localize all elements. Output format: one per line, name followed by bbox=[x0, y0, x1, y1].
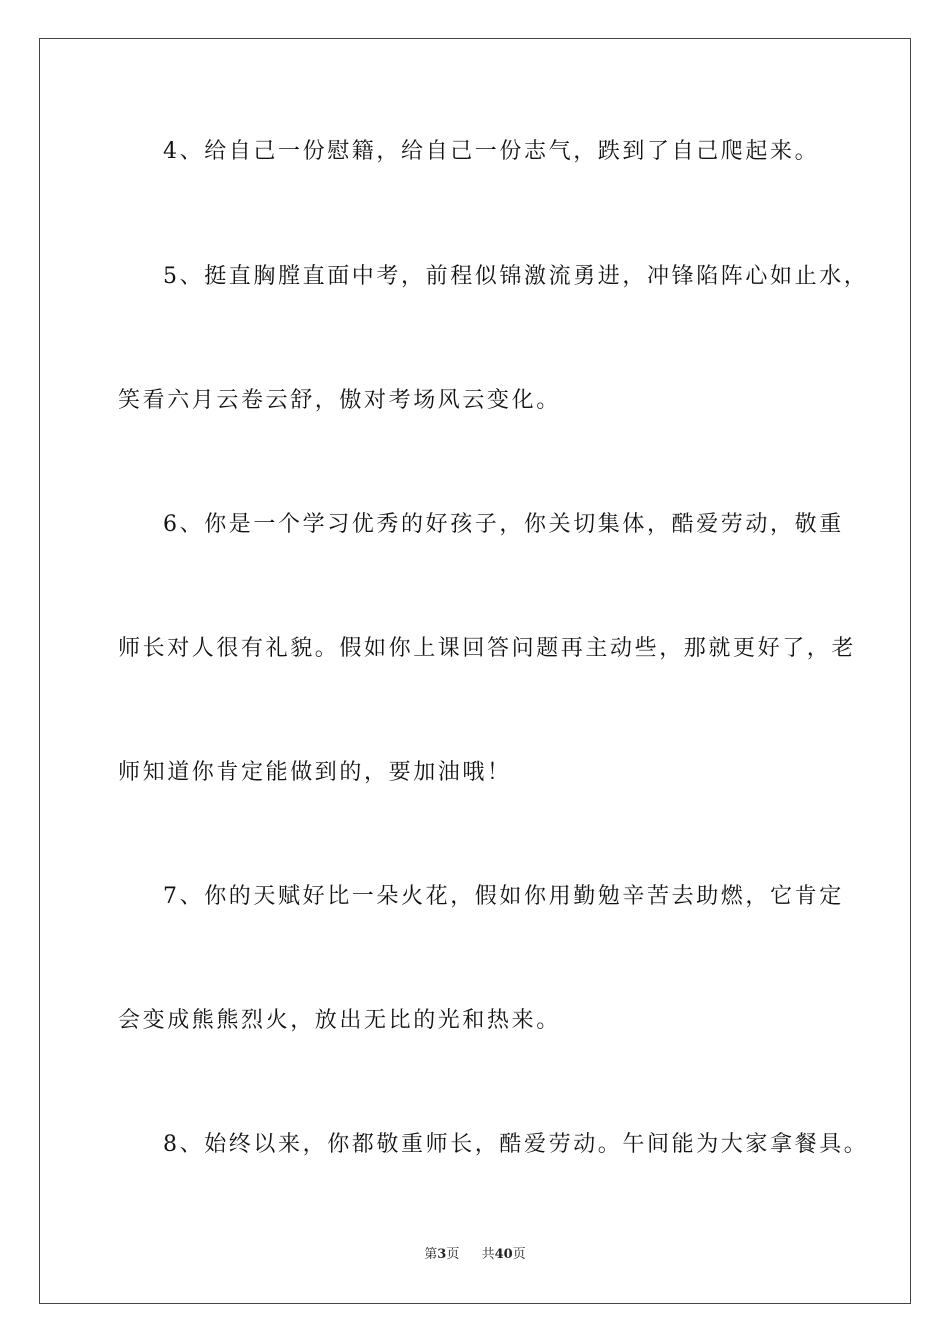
page-border bbox=[39, 38, 911, 1304]
page-suffix: 页 bbox=[446, 1247, 460, 1262]
paragraph-4-line-1: 4、给自己一份慰籍，给自己一份志气，跌到了自己爬起来。 bbox=[163, 139, 820, 164]
total-pages-label bbox=[482, 1246, 526, 1264]
paragraph-6-line-3: 师知道你肯定能做到的，要加油哦！ bbox=[118, 760, 512, 785]
paragraph-5-line-2: 笑看六月云卷云舒，傲对考场风云变化。 bbox=[118, 388, 561, 413]
paragraph-7-line-1: 7、你的天赋好比一朵火花，假如你用勤勉辛苦去助燃，它肯定 bbox=[163, 884, 844, 909]
total-prefix: 共 bbox=[481, 1247, 495, 1262]
paragraph-5-line-1: 5、挺直胸膛直面中考，前程似锦激流勇进，冲锋陷阵心如止水， bbox=[163, 264, 869, 289]
paragraph-7-line-2: 会变成熊熊烈火，放出无比的光和热来。 bbox=[118, 1008, 561, 1033]
page-prefix: 第 bbox=[424, 1247, 438, 1262]
total-suffix: 页 bbox=[512, 1247, 526, 1262]
page-footer bbox=[0, 1246, 950, 1264]
total-page-count: 40 bbox=[494, 1247, 513, 1262]
paragraph-8-line-1: 8、始终以来，你都敬重师长，酷爱劳动。午间能为大家拿餐具。 bbox=[163, 1132, 869, 1157]
page-number-label bbox=[424, 1246, 459, 1264]
paragraph-6-line-2: 师长对人很有礼貌。假如你上课回答问题再主动些，那就更好了，老 bbox=[118, 636, 857, 661]
current-page-number: 3 bbox=[437, 1247, 447, 1262]
paragraph-6-line-1: 6、你是一个学习优秀的好孩子，你关切集体，酷爱劳动，敬重 bbox=[163, 512, 844, 537]
